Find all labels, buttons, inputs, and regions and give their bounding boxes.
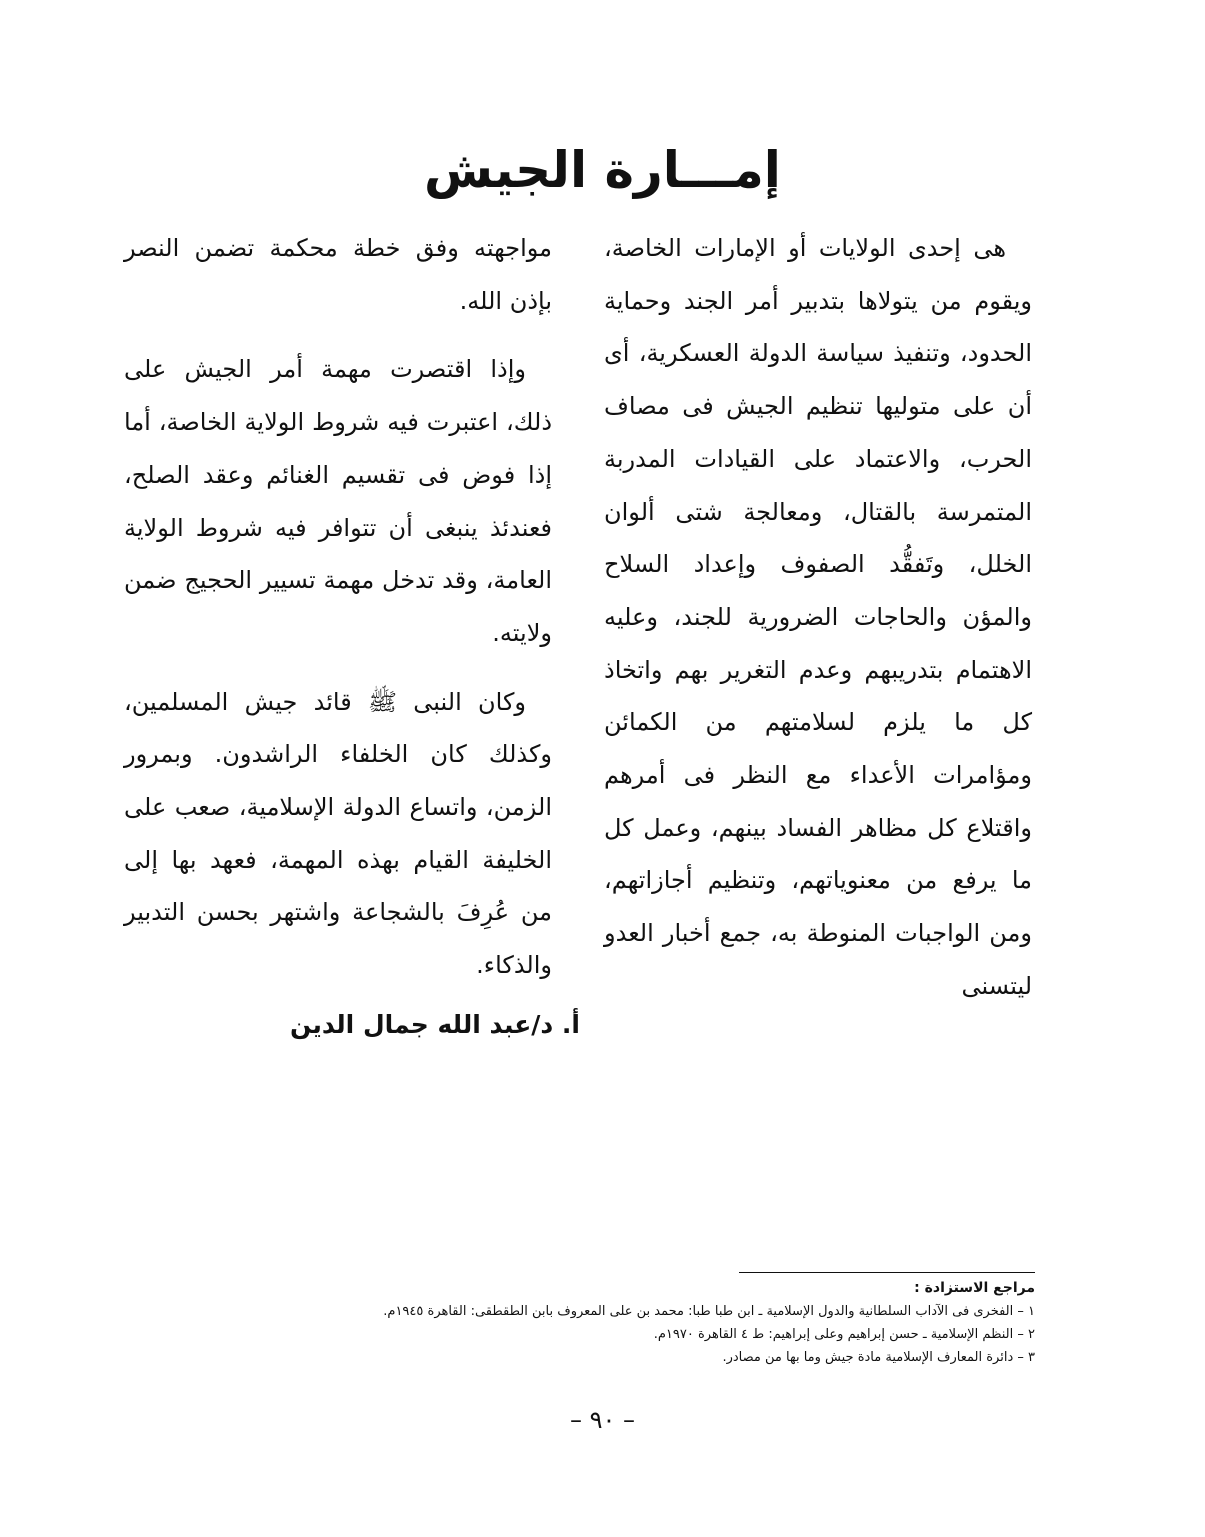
reference-item: ٣ – دائرة المعارف الإسلامية مادة جيش وما بها من مصادر. [722, 1350, 1035, 1365]
author-name: أ. د/عبد الله جمال الدين [289, 1010, 580, 1039]
references-section [280, 1272, 1035, 1369]
page-number: – ٩٠ – [569, 1406, 636, 1434]
paragraph: وإذا اقتصرت مهمة أمر الجيش على ذلك، اعتبرت فيه شروط الولاية الخاصة، أما إذا فوض فى تقسيم الغنائم وعقد الصلح، فعندئذ ينبغى أن تتوافر فيه شروط الولاية العامة، وقد تدخل مهمة تسيير الحجيج ضمن ولايته. [124, 355, 552, 647]
paragraph: مواجهته وفق خطة محكمة تضمن النصر بإذن الله. [124, 234, 552, 315]
reference-item: ١ – الفخرى فى الآداب السلطانية والدول الإسلامية ـ ابن طبا طبا: محمد بن على المعروف بابن الطقطقى: القاهرة ١٩٤٥م. [383, 1304, 1035, 1319]
footnote-divider [739, 1272, 1035, 1273]
paragraph: وكان النبى ﷺ قائد جيش المسلمين، وكذلك كان الخلفاء الراشدون. وبمرور الزمن، واتساع الدولة الإسلامية، صعب على الخليفة القيام بهذه المهمة، فعهد بها إلى من عُرِفَ بالشجاعة واشتهر بحسن التدبير والذكاء. [124, 687, 552, 980]
right-column [604, 222, 1032, 1013]
left-column [124, 222, 552, 992]
reference-item: ٢ – النظم الإسلامية ـ حسن إبراهيم وعلى إبراهيم: ط ٤ القاهرة ١٩٧٠م. [653, 1327, 1035, 1342]
paragraph: هى إحدى الولايات أو الإمارات الخاصة، ويقوم من يتولاها بتدبير أمر الجند وحماية الحدود، وتنفيذ سياسة الدولة العسكرية، أى أن على متوليها تنظيم الجيش فى مصاف الحرب، والاعتماد على القيادات المدربة المتمرسة بالقتال، ومعالجة شتى ألوان الخلل، وتَفقُّد الصفوف وإعداد السلاح والمؤن والحاجات الضرورية للجند، وعليه الاهتمام بتدريبهم وعدم التغرير بهم واتخاذ كل ما يلزم لسلامتهم من الكمائن ومؤامرات الأعداء مع النظر فى أمرهم واقتلاع كل مظاهر الفساد بينهم، وعمل كل ما يرفع من معنوياتهم، وتنظيم أجازاتهم، ومن الواجبات المنوطة به، جمع أخبار العدو ليتسنى [604, 234, 1032, 1000]
references-title: مراجع الاستزادة : [914, 1280, 1035, 1296]
article-title: إمـــارة الجيش [424, 141, 781, 199]
